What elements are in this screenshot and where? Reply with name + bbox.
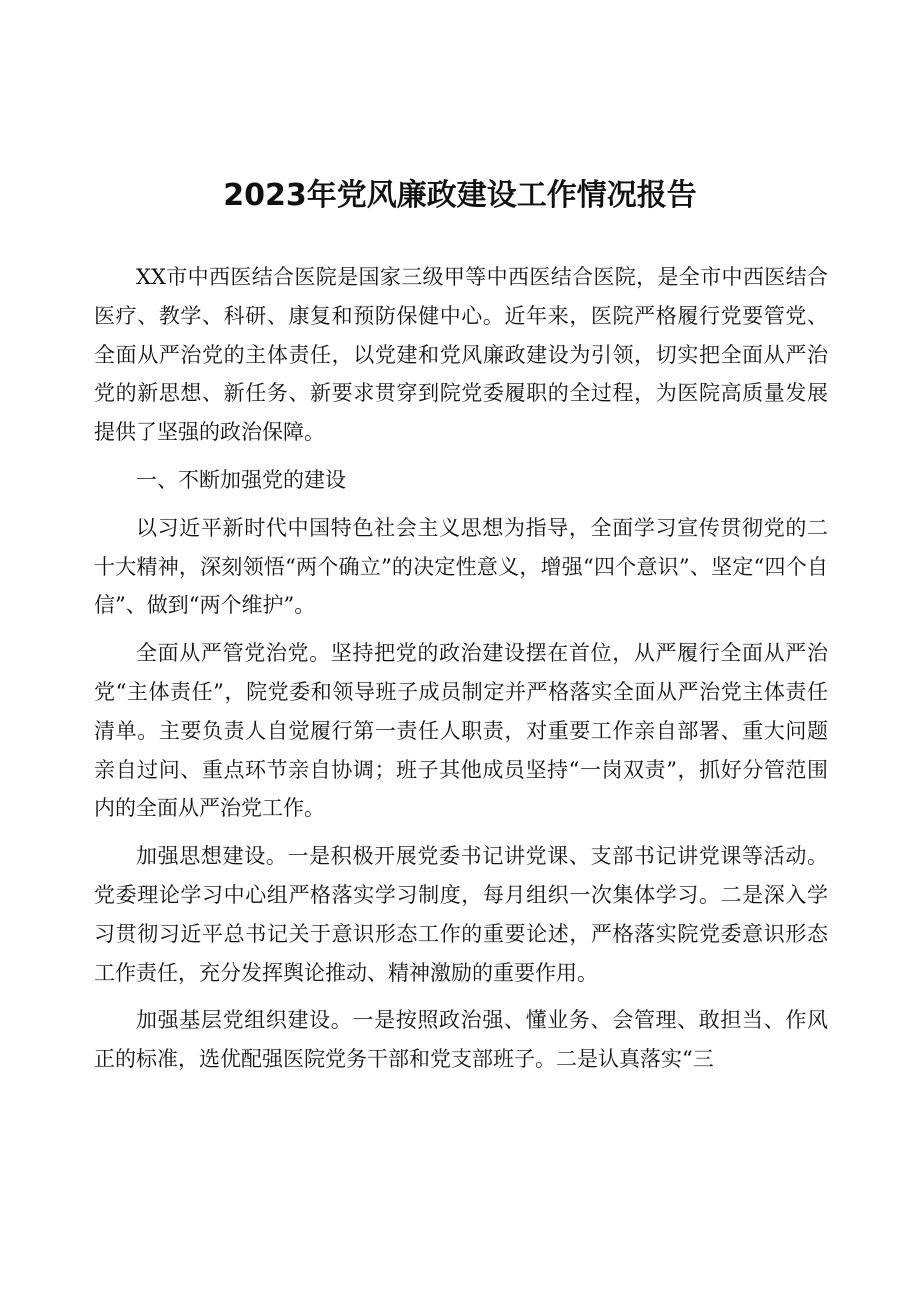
section-heading-1: 一、不断加强党的建设 (136, 467, 346, 492)
body-paragraph: 加强基层党组织建设。一是按照政治强、懂业务、会管理、敢担当、作风正的标准，选优配强医院党务干部和党支部班子。二是认真落实“三 (94, 1008, 828, 1072)
document-body (94, 258, 828, 1088)
body-paragraph: 全面从严管党治党。坚持把党的政治建设摆在首位，从严履行全面从严治党“主体责任”，院党委和领导班子成员制定并严格落实全面从严治党主体责任清单。主要负责人自觉履行第一责任人职责，对重要工作亲自部署、重大问题亲自过问、重点环节亲自协调；班子其他成员坚持“一岗双责”，抓好分管范围内的全面从严治党工作。 (94, 641, 828, 821)
body-paragraph: 加强思想建设。一是积极开展党委书记讲党课、支部书记讲党课等活动。党委理论学习中心组严格落实学习制度，每月组织一次集体学习。二是深入学习贯彻习近平总书记关于意识形态工作的重要论述，严格落实院党委意识形态工作责任，充分发挥舆论推动、精神激励的重要作用。 (94, 844, 828, 985)
document-title: 2023年党风廉政建设工作情况报告 (223, 178, 697, 214)
body-paragraph: 以习近平新时代中国特色社会主义思想为指导，全面学习宣传贯彻党的二十大精神，深刻领悟“两个确立”的决定性意义，增强“四个意识”、坚定“四个自信”、做到“两个维护”。 (94, 515, 828, 618)
intro-paragraph: XX市中西医结合医院是国家三级甲等中西医结合医院，是全市中西医结合医疗、教学、科研、康复和预防保健中心。近年来，医院严格履行党要管党、全面从严治党的主体责任，以党建和党风廉政建设为引领，切实把全面从严治党的新思想、新任务、新要求贯穿到院党委履职的全过程，为医院高质量发展提供了坚强的政治保障。 (94, 265, 828, 445)
